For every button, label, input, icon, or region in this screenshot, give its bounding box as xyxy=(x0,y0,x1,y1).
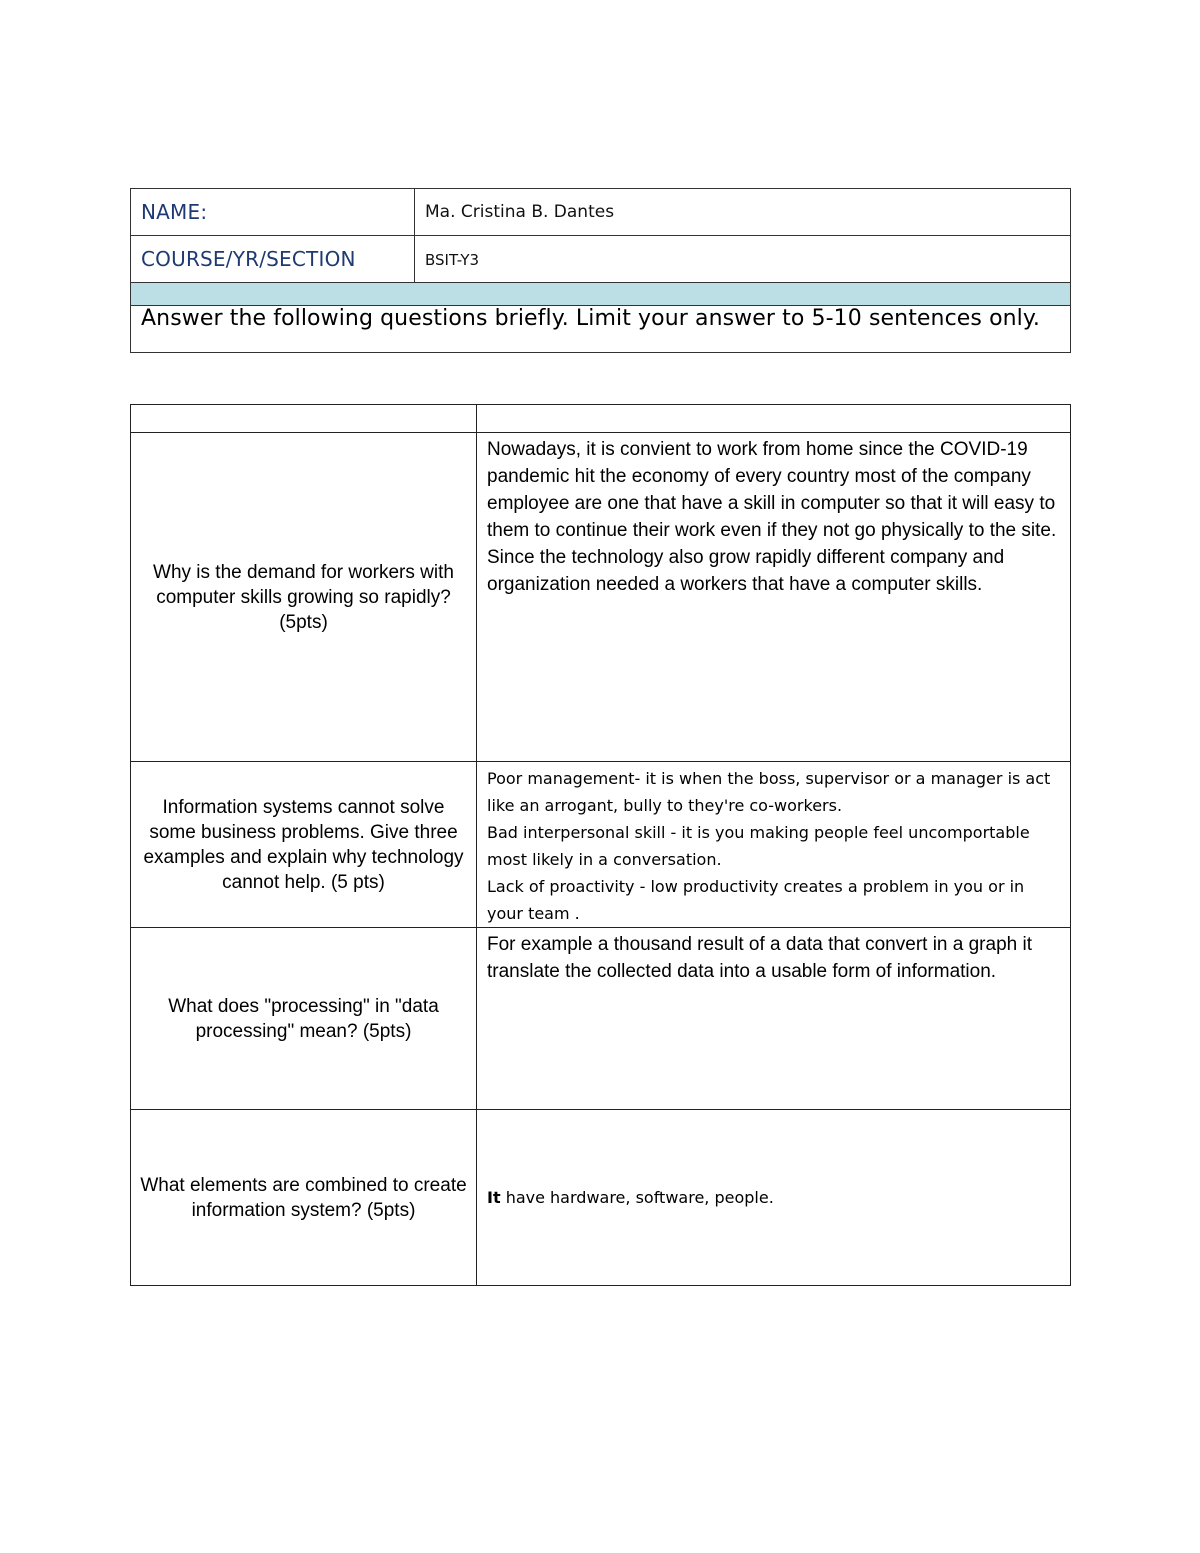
empty-header-cell-left xyxy=(131,405,477,433)
answer-rest: have hardware, software, people. xyxy=(500,1188,774,1207)
question-cell: What does "processing" in "data processing" mean? (5pts) xyxy=(131,928,477,1110)
student-info-table xyxy=(130,188,1071,353)
instructions-cell xyxy=(131,306,1071,353)
shaded-divider xyxy=(131,283,1071,306)
answer-line: Poor management- it is when the boss, supervisor or a manager is act like an arrogant, bully to they're co-workers. xyxy=(487,769,1051,815)
answer-cell xyxy=(477,1110,1071,1286)
shaded-divider-row xyxy=(131,283,1071,306)
answer-line: Lack of proactivity - low productivity creates a problem in you or in your team . xyxy=(487,877,1025,923)
question-cell: What elements are combined to create information system? (5pts) xyxy=(131,1110,477,1286)
question-cell: Information systems cannot solve some business problems. Give three examples and explain why technology cannot help. (5 pts) xyxy=(131,762,477,928)
answer-cell xyxy=(477,928,1071,1110)
questions-table xyxy=(130,404,1071,1286)
course-label-cell xyxy=(131,236,415,283)
answer-cell xyxy=(477,433,1071,762)
name-value: Ma. Cristina B. Dantes xyxy=(425,202,615,222)
course-value-cell xyxy=(415,236,1071,283)
question-cell: Why is the demand for workers with computer skills growing so rapidly? (5pts) xyxy=(131,433,477,762)
answer-text: Nowadays, it is convient to work from home since the COVID-19 pandemic hit the economy of every country most of the company employee are one that have a skill in computer so that it will easy to them to continue their work even if they not go physically to the site. Since the technology also grow rapidly different company and organization needed a workers that have a computer skills. xyxy=(487,439,1057,595)
empty-header-row xyxy=(131,405,1071,433)
answer-cell xyxy=(477,762,1071,928)
table-row xyxy=(131,1110,1071,1286)
course-value: BSIT-Y3 xyxy=(425,250,480,269)
name-label: NAME: xyxy=(141,200,208,224)
answer-line: Bad interpersonal skill - it is you making people feel uncomportable most likely in a conversation. xyxy=(487,823,1030,869)
answer-text: For example a thousand result of a data that convert in a graph it translate the collected data into a usable form of information. xyxy=(487,934,1032,982)
name-label-cell xyxy=(131,189,415,236)
name-row xyxy=(131,189,1071,236)
course-label: COURSE/YR/SECTION xyxy=(141,247,356,271)
table-row xyxy=(131,928,1071,1110)
name-value-cell xyxy=(415,189,1071,236)
instructions-row xyxy=(131,306,1071,353)
table-row xyxy=(131,762,1071,928)
course-row xyxy=(131,236,1071,283)
answer-lead: It xyxy=(487,1188,501,1207)
instructions-text: Answer the following questions briefly. Limit your answer to 5-10 sentences only. xyxy=(141,306,1040,331)
answer-text xyxy=(487,1188,774,1207)
table-row xyxy=(131,433,1071,762)
empty-header-cell-right xyxy=(477,405,1071,433)
